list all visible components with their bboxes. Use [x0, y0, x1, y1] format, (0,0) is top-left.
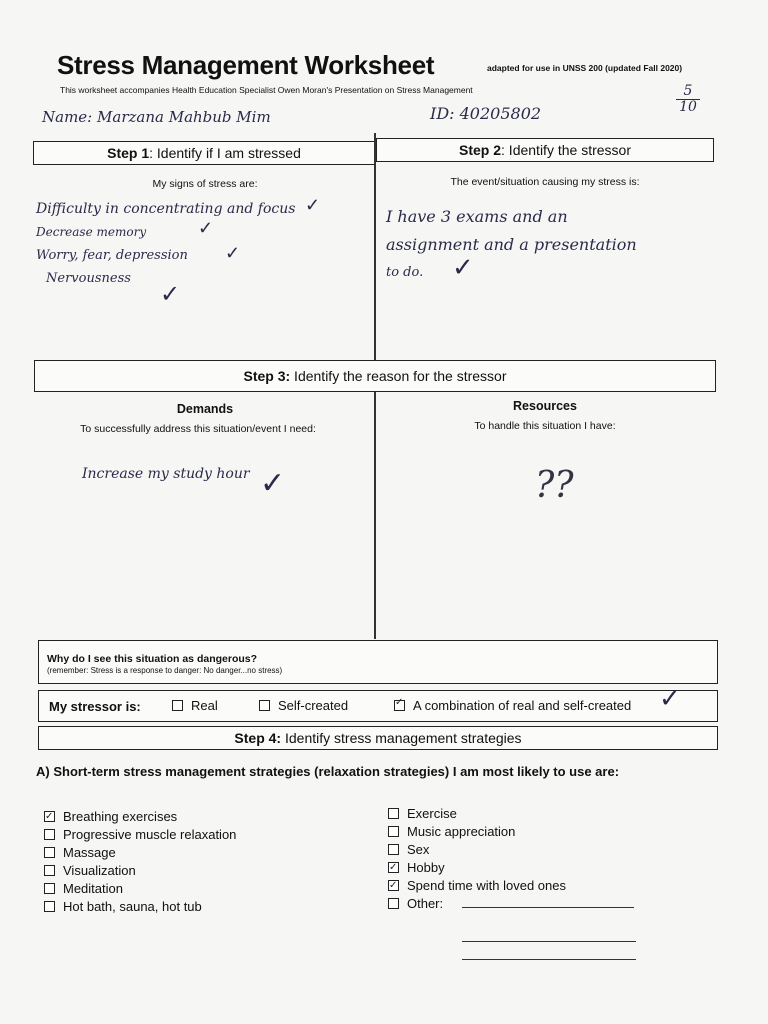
checkbox[interactable] [388, 844, 399, 855]
grader-check-icon: ✓ [260, 467, 286, 500]
other-input-line[interactable] [462, 907, 634, 908]
step1-answers[interactable] [36, 198, 295, 290]
stressor-line: I have 3 exams and an [386, 207, 568, 226]
checkbox[interactable] [44, 829, 55, 840]
stress-sign: Decrease memory [36, 225, 147, 239]
strategy-label: Other: [407, 896, 444, 911]
checkbox[interactable] [259, 700, 270, 711]
stressor-line: assignment and a presentation [386, 235, 637, 254]
option-label: Real [191, 698, 218, 713]
step1-label: Step 1 [107, 145, 150, 161]
score-numerator: 5 [683, 83, 693, 99]
danger-question: Why do I see this situation as dangerous? [47, 653, 258, 665]
strategy-label: Massage [63, 845, 116, 860]
demands-answer[interactable]: Increase my study hour [82, 466, 250, 482]
checkbox[interactable] [44, 847, 55, 858]
option-combination[interactable] [394, 698, 631, 713]
strategy-exercise[interactable] [388, 805, 566, 823]
strategy-breathing[interactable] [44, 808, 236, 826]
grader-check-icon: ✓ [305, 195, 321, 215]
strategy-loved-ones[interactable] [388, 877, 566, 895]
checkbox-checked[interactable] [388, 862, 399, 873]
strategy-other[interactable] [388, 895, 566, 913]
name-field[interactable] [42, 108, 271, 126]
danger-note: (remember: Stress is a response to danger: No danger...no stress) [47, 666, 283, 675]
stress-sign: Nervousness [46, 271, 131, 286]
strategy-music[interactable] [388, 823, 566, 841]
stressor-line: to do. [386, 265, 424, 280]
step2-answer[interactable] [386, 203, 637, 287]
checkbox[interactable] [388, 898, 399, 909]
checkbox-checked[interactable] [44, 811, 55, 822]
strategy-sex[interactable] [388, 841, 566, 859]
strategy-pmr[interactable] [44, 826, 236, 844]
strategy-visualization[interactable] [44, 862, 236, 880]
stressor-type-box [38, 683, 718, 722]
score-denominator: 10 [676, 99, 700, 115]
option-self-created[interactable] [259, 698, 348, 713]
strategy-label: Progressive muscle relaxation [63, 827, 237, 842]
option-real[interactable] [172, 698, 218, 713]
option-label: A combination of real and self-created [413, 698, 632, 713]
strategy-label: Music appreciation [407, 824, 516, 839]
step1-header [33, 141, 375, 165]
strategy-label: Breathing exercises [63, 809, 178, 824]
short-term-strategies-right [388, 805, 566, 913]
step1-prompt: My signs of stress are: [152, 178, 258, 190]
strategy-hot-bath[interactable] [44, 898, 236, 916]
other-input-line[interactable] [462, 941, 636, 942]
option-label: Self-created [278, 698, 349, 713]
step2-label: Step 2 [459, 142, 502, 158]
worksheet-title: Stress Management Worksheet [57, 50, 435, 80]
grader-check-icon: ✓ [659, 683, 681, 713]
strategy-massage[interactable] [44, 844, 236, 862]
name-label: Name: [42, 108, 93, 126]
demands-title: Demands [176, 402, 234, 416]
checkbox[interactable] [388, 826, 399, 837]
step4-header [38, 726, 718, 750]
other-input-line[interactable] [462, 959, 636, 960]
strategy-hobby[interactable] [388, 859, 566, 877]
strategy-meditation[interactable] [44, 880, 236, 898]
grader-check-icon: ✓ [452, 252, 474, 282]
section-a-title: A) Short-term stress management strategies (relaxation strategies) I am most likely to use are: [36, 764, 620, 779]
checkbox[interactable] [172, 700, 183, 711]
resources-title: Resources [513, 399, 577, 413]
short-term-strategies-left [44, 808, 236, 916]
step3-title: Identify the reason for the stressor [290, 368, 507, 384]
checkbox-checked[interactable] [394, 700, 405, 711]
strategy-label: Hot bath, sauna, hot tub [63, 899, 202, 914]
demands-prompt: To successfully address this situation/event I need: [80, 423, 316, 435]
checkbox[interactable] [44, 865, 55, 876]
stressor-type-label: My stressor is: [49, 699, 141, 714]
name-value: Marzana Mahbub Mim [97, 108, 271, 126]
step2-header [376, 138, 714, 162]
stress-sign: Difficulty in concentrating and focus [36, 201, 296, 217]
step2-prompt: The event/situation causing my stress is: [450, 176, 640, 188]
strategy-label: Visualization [63, 863, 136, 878]
strategy-label: Exercise [407, 806, 457, 821]
worksheet-subtitle: This worksheet accompanies Health Education Specialist Owen Moran's Presentation on Stress Management [60, 85, 473, 95]
grader-check-icon: ✓ [198, 218, 214, 238]
step3-header [34, 360, 716, 392]
student-id[interactable]: ID: 40205802 [430, 104, 542, 123]
resources-answer[interactable]: ?? [535, 465, 574, 506]
adapted-note: adapted for use in UNSS 200 (updated Fall 2020) [487, 63, 683, 73]
resources-prompt: To handle this situation I have: [474, 420, 616, 432]
stress-sign: Worry, fear, depression [36, 248, 188, 263]
score [676, 84, 700, 115]
step2-title: : Identify the stressor [501, 142, 631, 158]
step4-title: Identify stress management strategies [281, 730, 522, 746]
strategy-label: Sex [407, 842, 430, 857]
step4-label: Step 4: [234, 730, 282, 746]
grader-check-icon: ✓ [225, 243, 241, 263]
danger-box[interactable] [38, 640, 718, 684]
step3-label: Step 3: [243, 368, 291, 384]
checkbox[interactable] [388, 808, 399, 819]
checkbox[interactable] [44, 901, 55, 912]
strategy-label: Hobby [407, 860, 445, 875]
grader-check-icon: ✓ [160, 281, 181, 308]
checkbox[interactable] [44, 883, 55, 894]
strategy-label: Meditation [63, 881, 123, 896]
step1-title: : Identify if I am stressed [149, 145, 301, 161]
strategy-label: Spend time with loved ones [407, 878, 566, 893]
checkbox-checked[interactable] [388, 880, 399, 891]
